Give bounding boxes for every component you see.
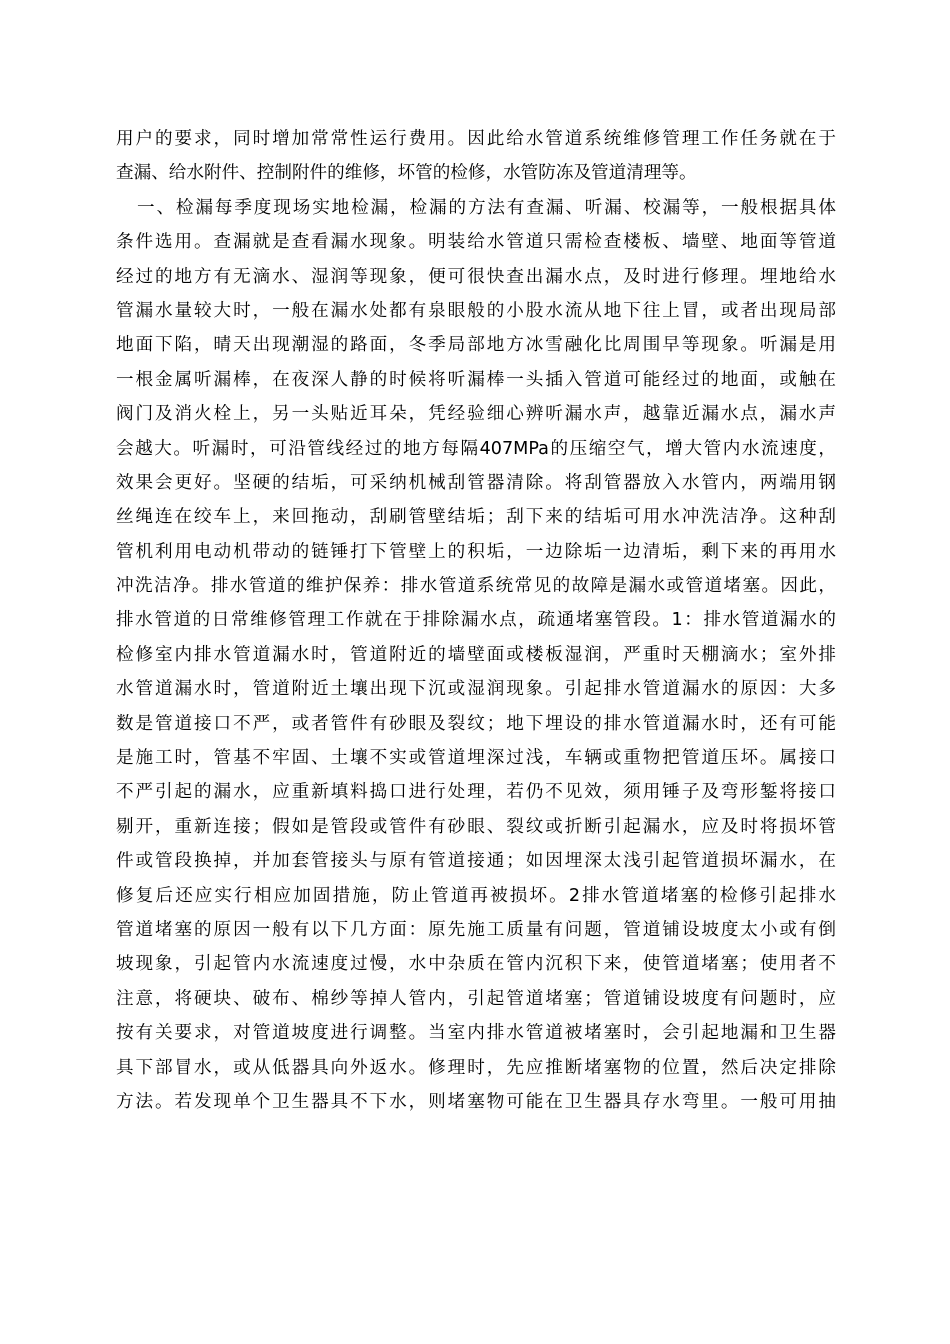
text-line: 方法。若发现单个卫生器具不下水，则堵塞物可能在卫生器具存水弯里。一般可用抽 (116, 1091, 836, 1112)
text-line: 用户的要求，同时增加常常性运行费用。因此给水管道系统维修管理工作任务就在于 (116, 129, 836, 149)
text-line: 排水管道的日常维修管理工作就在于排除漏水点，疏通堵塞管段。1：排水管道漏水的 (116, 610, 836, 631)
text-line: 阀门及消火栓上，另一头贴近耳朵，凭经验细心辨听漏水声，越靠近漏水点，漏水声 (116, 404, 836, 425)
text-line: 件或管段换掉，并加套管接头与原有管道接通；如因埋深太浅引起管道损坏漏水，在 (116, 851, 836, 872)
text-line: 剔开，重新连接；假如是管段或管件有砂眼、裂纹或折断引起漏水，应及时将损坏管 (116, 816, 836, 837)
text-line: 检修室内排水管道漏水时，管道附近的墙壁面或楼板湿润，严重时天棚滴水；室外排 (116, 644, 836, 665)
text-line: 不严引起的漏水，应重新填料捣口进行处理，若仍不见效，须用锤子及弯形錾将接口 (116, 782, 836, 803)
text-line: 注意，将硬块、破布、棉纱等掉人管内，引起管道堵塞；管道铺设坡度有问题时，应 (116, 988, 836, 1009)
text-line: 管漏水量较大时，一般在漏水处都有泉眼般的小股水流从地下往上冒，或者出现局部 (116, 300, 836, 321)
text-line: 会越大。听漏时，可沿管线经过的地方每隔407MPa的压缩空气，增大管内水流速度， (116, 438, 836, 459)
body-text (116, 122, 836, 1119)
text-line: 管机利用电动机带动的链锤打下管壁上的积垢，一边除垢一边清垢，剩下来的再用水 (116, 541, 836, 562)
text-line: 效果会更好。坚硬的结垢，可采纳机械刮管器清除。将刮管器放入水管内，两端用钢 (116, 472, 836, 493)
text-line: 地面下陷，晴天出现潮湿的路面，冬季局部地方冰雪融化比周围早等现象。听漏是用 (116, 335, 836, 356)
text-line: 查漏、给水附件、控制附件的维修，坏管的检修，水管防冻及管道清理等。 (116, 163, 697, 184)
text-line: 修复后还应实行相应加固措施，防止管道再被损坏。2排水管道堵塞的检修引起排水 (116, 885, 836, 906)
text-line: 按有关要求，对管道坡度进行调整。当室内排水管道被堵塞时，会引起地漏和卫生器 (116, 1023, 836, 1044)
text-line: 数是管道接口不严，或者管件有砂眼及裂纹；地下埋设的排水管道漏水时，还有可能 (116, 713, 836, 734)
text-line: 一根金属听漏棒，在夜深人静的时候将听漏棒一头插入管道可能经过的地面，或触在 (116, 369, 836, 390)
text-line: 管道堵塞的原因一般有以下几方面：原先施工质量有问题，管道铺设坡度太小或有倒 (116, 919, 836, 940)
text-line: 经过的地方有无滴水、湿润等现象，便可很快查出漏水点，及时进行修理。埋地给水 (116, 266, 836, 287)
text-line: 一、检漏每季度现场实地检漏，检漏的方法有查漏、听漏、校漏等，一般根据具体 (137, 197, 836, 218)
text-line: 丝绳连在绞车上，来回拖动，刮刷管壁结垢；刮下来的结垢可用水冲洗洁净。这种刮 (116, 507, 836, 528)
text-line: 具下部冒水，或从低器具向外返水。修理时，先应推断堵塞物的位置，然后决定排除 (116, 1057, 836, 1078)
text-line: 水管道漏水时，管道附近土壤出现下沉或湿润现象。引起排水管道漏水的原因：大多 (116, 679, 836, 700)
text-line: 坡现象，引起管内水流速度过慢，水中杂质在管内沉积下来，使管道堵塞；使用者不 (116, 954, 836, 975)
text-line: 条件选用。查漏就是查看漏水现象。明装给水管道只需检查楼板、墙壁、地面等管道 (116, 232, 836, 253)
text-line: 冲洗洁净。排水管道的维护保养：排水管道系统常见的故障是漏水或管道堵塞。因此， (116, 576, 836, 597)
text-line: 是施工时，管基不牢固、土壤不实或管道埋深过浅，车辆或重物把管道压坏。属接口 (116, 748, 836, 769)
